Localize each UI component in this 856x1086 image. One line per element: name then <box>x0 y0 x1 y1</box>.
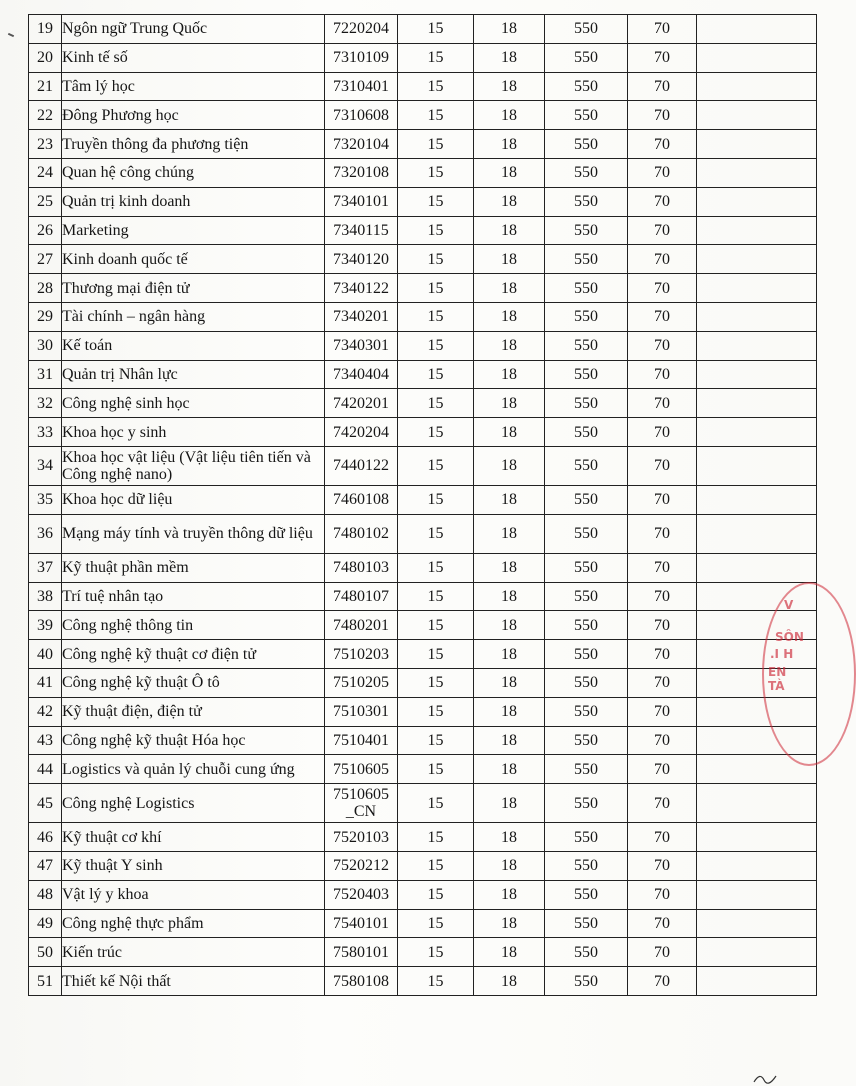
value-col-4: 70 <box>628 302 697 331</box>
value-col-3: 550 <box>545 909 628 938</box>
value-col-3: 550 <box>545 43 628 72</box>
program-name: Công nghệ kỹ thuật cơ điện tử <box>62 640 325 669</box>
table-row <box>29 216 817 245</box>
value-col-4: 70 <box>628 726 697 755</box>
program-name: Marketing <box>62 216 325 245</box>
value-col-4: 70 <box>628 15 697 44</box>
value-col-3: 550 <box>545 72 628 101</box>
row-number: 29 <box>29 302 62 331</box>
value-col-1: 15 <box>398 851 474 880</box>
program-name: Kinh tế số <box>62 43 325 72</box>
value-col-4: 70 <box>628 851 697 880</box>
value-col-4: 70 <box>628 640 697 669</box>
value-col-2: 18 <box>474 331 545 360</box>
program-code: 7520212 <box>325 851 398 880</box>
table-row <box>29 331 817 360</box>
value-col-3: 550 <box>545 582 628 611</box>
value-col-4: 70 <box>628 101 697 130</box>
empty-cell <box>697 43 817 72</box>
value-col-4: 70 <box>628 784 697 823</box>
program-name: Quản trị kinh doanh <box>62 187 325 216</box>
value-col-1: 15 <box>398 582 474 611</box>
value-col-1: 15 <box>398 72 474 101</box>
value-col-1: 15 <box>398 187 474 216</box>
empty-cell <box>697 485 817 514</box>
table-row <box>29 43 817 72</box>
empty-cell <box>697 880 817 909</box>
value-col-1: 15 <box>398 302 474 331</box>
program-code: 7510605 _CN <box>325 784 398 823</box>
value-col-1: 15 <box>398 755 474 784</box>
row-number: 37 <box>29 553 62 582</box>
table-row <box>29 697 817 726</box>
table-row <box>29 553 817 582</box>
value-col-2: 18 <box>474 880 545 909</box>
program-name: Khoa học vật liệu (Vật liệu tiên tiến và Công nghệ nano) <box>62 446 325 485</box>
row-number: 19 <box>29 15 62 44</box>
stamp-text-1: V <box>784 598 794 612</box>
value-col-3: 550 <box>545 823 628 852</box>
table-row <box>29 967 817 996</box>
row-number: 35 <box>29 485 62 514</box>
value-col-2: 18 <box>474 938 545 967</box>
value-col-3: 550 <box>545 668 628 697</box>
value-col-4: 70 <box>628 158 697 187</box>
table-row <box>29 851 817 880</box>
row-number: 26 <box>29 216 62 245</box>
value-col-2: 18 <box>474 726 545 755</box>
value-col-1: 15 <box>398 274 474 303</box>
value-col-4: 70 <box>628 331 697 360</box>
value-col-4: 70 <box>628 611 697 640</box>
value-col-3: 550 <box>545 158 628 187</box>
value-col-3: 550 <box>545 485 628 514</box>
stamp-text-2: SÔN <box>775 630 804 644</box>
value-col-3: 550 <box>545 640 628 669</box>
value-col-2: 18 <box>474 245 545 274</box>
row-number: 24 <box>29 158 62 187</box>
program-name: Tài chính – ngân hàng <box>62 302 325 331</box>
row-number: 42 <box>29 697 62 726</box>
program-name: Công nghệ thực phẩm <box>62 909 325 938</box>
value-col-2: 18 <box>474 851 545 880</box>
value-col-3: 550 <box>545 967 628 996</box>
table-row <box>29 755 817 784</box>
row-number: 21 <box>29 72 62 101</box>
program-code: 7340301 <box>325 331 398 360</box>
value-col-1: 15 <box>398 909 474 938</box>
empty-cell <box>697 274 817 303</box>
value-col-2: 18 <box>474 697 545 726</box>
table-body <box>29 15 817 996</box>
value-col-2: 18 <box>474 158 545 187</box>
value-col-4: 70 <box>628 553 697 582</box>
table-row <box>29 938 817 967</box>
program-name: Công nghệ sinh học <box>62 389 325 418</box>
value-col-3: 550 <box>545 360 628 389</box>
table-row <box>29 726 817 755</box>
admission-table <box>28 14 817 996</box>
table-row <box>29 485 817 514</box>
value-col-1: 15 <box>398 611 474 640</box>
program-name: Công nghệ thông tin <box>62 611 325 640</box>
value-col-3: 550 <box>545 880 628 909</box>
empty-cell <box>697 389 817 418</box>
table-row <box>29 582 817 611</box>
value-col-1: 15 <box>398 418 474 447</box>
empty-cell <box>697 418 817 447</box>
table-row <box>29 611 817 640</box>
stamp-text-3: .I H <box>770 647 794 661</box>
value-col-1: 15 <box>398 967 474 996</box>
row-number: 48 <box>29 880 62 909</box>
program-name: Thiết kế Nội thất <box>62 967 325 996</box>
value-col-4: 70 <box>628 909 697 938</box>
value-col-2: 18 <box>474 582 545 611</box>
value-col-3: 550 <box>545 514 628 553</box>
table-row <box>29 823 817 852</box>
table-row <box>29 101 817 130</box>
value-col-4: 70 <box>628 697 697 726</box>
program-name: Kỹ thuật phần mềm <box>62 553 325 582</box>
program-code: 7510301 <box>325 697 398 726</box>
value-col-1: 15 <box>398 15 474 44</box>
program-code: 7480107 <box>325 582 398 611</box>
value-col-3: 550 <box>545 851 628 880</box>
empty-cell <box>697 784 817 823</box>
table-row <box>29 130 817 159</box>
program-code: 7520403 <box>325 880 398 909</box>
value-col-4: 70 <box>628 967 697 996</box>
program-name: Khoa học dữ liệu <box>62 485 325 514</box>
row-number: 50 <box>29 938 62 967</box>
program-name: Đông Phương học <box>62 101 325 130</box>
value-col-2: 18 <box>474 360 545 389</box>
empty-cell <box>697 101 817 130</box>
program-name: Ngôn ngữ Trung Quốc <box>62 15 325 44</box>
value-col-3: 550 <box>545 938 628 967</box>
row-number: 40 <box>29 640 62 669</box>
empty-cell <box>697 938 817 967</box>
table-row <box>29 274 817 303</box>
empty-cell <box>697 15 817 44</box>
row-number: 31 <box>29 360 62 389</box>
stamp-text-4: EN TÀ <box>768 665 787 693</box>
value-col-2: 18 <box>474 187 545 216</box>
value-col-1: 15 <box>398 640 474 669</box>
value-col-4: 70 <box>628 389 697 418</box>
value-col-2: 18 <box>474 640 545 669</box>
value-col-2: 18 <box>474 553 545 582</box>
table-row <box>29 514 817 553</box>
table-row <box>29 909 817 938</box>
empty-cell <box>697 553 817 582</box>
row-number: 27 <box>29 245 62 274</box>
value-col-4: 70 <box>628 485 697 514</box>
value-col-1: 15 <box>398 938 474 967</box>
value-col-4: 70 <box>628 216 697 245</box>
table-row <box>29 418 817 447</box>
program-code: 7540101 <box>325 909 398 938</box>
value-col-3: 550 <box>545 389 628 418</box>
row-number: 49 <box>29 909 62 938</box>
program-code: 7510205 <box>325 668 398 697</box>
row-number: 28 <box>29 274 62 303</box>
value-col-2: 18 <box>474 823 545 852</box>
table-row <box>29 640 817 669</box>
empty-cell <box>697 909 817 938</box>
program-name: Thương mại điện tử <box>62 274 325 303</box>
value-col-3: 550 <box>545 446 628 485</box>
value-col-2: 18 <box>474 611 545 640</box>
value-col-4: 70 <box>628 938 697 967</box>
empty-cell <box>697 360 817 389</box>
value-col-2: 18 <box>474 485 545 514</box>
value-col-1: 15 <box>398 389 474 418</box>
program-code: 7480201 <box>325 611 398 640</box>
value-col-4: 70 <box>628 514 697 553</box>
value-col-3: 550 <box>545 418 628 447</box>
program-code: 7480103 <box>325 553 398 582</box>
value-col-1: 15 <box>398 216 474 245</box>
signature-mark <box>750 1070 790 1084</box>
value-col-2: 18 <box>474 302 545 331</box>
value-col-3: 550 <box>545 245 628 274</box>
value-col-2: 18 <box>474 130 545 159</box>
value-col-1: 15 <box>398 446 474 485</box>
value-col-4: 70 <box>628 43 697 72</box>
value-col-2: 18 <box>474 784 545 823</box>
value-col-4: 70 <box>628 187 697 216</box>
value-col-1: 15 <box>398 514 474 553</box>
value-col-4: 70 <box>628 668 697 697</box>
program-code: 7580108 <box>325 967 398 996</box>
row-number: 25 <box>29 187 62 216</box>
table-row <box>29 389 817 418</box>
program-name: Kiến trúc <box>62 938 325 967</box>
value-col-2: 18 <box>474 15 545 44</box>
empty-cell <box>697 245 817 274</box>
row-number: 43 <box>29 726 62 755</box>
value-col-1: 15 <box>398 130 474 159</box>
program-code: 7510401 <box>325 726 398 755</box>
empty-cell <box>697 130 817 159</box>
row-number: 23 <box>29 130 62 159</box>
program-code: 7420204 <box>325 418 398 447</box>
program-code: 7510605 <box>325 755 398 784</box>
program-code: 7480102 <box>325 514 398 553</box>
program-name: Kế toán <box>62 331 325 360</box>
value-col-4: 70 <box>628 446 697 485</box>
program-code: 7320108 <box>325 158 398 187</box>
value-col-1: 15 <box>398 726 474 755</box>
value-col-3: 550 <box>545 726 628 755</box>
program-code: 7510203 <box>325 640 398 669</box>
program-code: 7340115 <box>325 216 398 245</box>
row-number: 41 <box>29 668 62 697</box>
program-code: 7440122 <box>325 446 398 485</box>
row-number: 32 <box>29 389 62 418</box>
value-col-1: 15 <box>398 245 474 274</box>
value-col-1: 15 <box>398 360 474 389</box>
program-name: Kinh doanh quốc tế <box>62 245 325 274</box>
value-col-3: 550 <box>545 216 628 245</box>
value-col-4: 70 <box>628 245 697 274</box>
value-col-1: 15 <box>398 331 474 360</box>
value-col-1: 15 <box>398 668 474 697</box>
value-col-3: 550 <box>545 331 628 360</box>
program-code: 7340101 <box>325 187 398 216</box>
empty-cell <box>697 216 817 245</box>
row-number: 36 <box>29 514 62 553</box>
empty-cell <box>697 72 817 101</box>
value-col-2: 18 <box>474 967 545 996</box>
value-col-4: 70 <box>628 274 697 303</box>
row-number: 20 <box>29 43 62 72</box>
program-code: 7310608 <box>325 101 398 130</box>
program-name: Kỹ thuật cơ khí <box>62 823 325 852</box>
row-number: 44 <box>29 755 62 784</box>
program-name: Công nghệ Logistics <box>62 784 325 823</box>
value-col-4: 70 <box>628 755 697 784</box>
table-row <box>29 668 817 697</box>
program-code: 7420201 <box>325 389 398 418</box>
program-code: 7340120 <box>325 245 398 274</box>
value-col-3: 550 <box>545 755 628 784</box>
value-col-2: 18 <box>474 755 545 784</box>
table-row <box>29 446 817 485</box>
value-col-1: 15 <box>398 823 474 852</box>
value-col-1: 15 <box>398 784 474 823</box>
empty-cell <box>697 851 817 880</box>
table-row <box>29 15 817 44</box>
value-col-4: 70 <box>628 823 697 852</box>
value-col-2: 18 <box>474 389 545 418</box>
value-col-1: 15 <box>398 485 474 514</box>
value-col-1: 15 <box>398 158 474 187</box>
program-name: Mạng máy tính và truyền thông dữ liệu <box>62 514 325 553</box>
row-number: 39 <box>29 611 62 640</box>
table-row <box>29 360 817 389</box>
value-col-3: 550 <box>545 697 628 726</box>
empty-cell <box>697 514 817 553</box>
table-row <box>29 302 817 331</box>
program-name: Khoa học y sinh <box>62 418 325 447</box>
value-col-1: 15 <box>398 553 474 582</box>
value-col-2: 18 <box>474 43 545 72</box>
program-code: 7310109 <box>325 43 398 72</box>
table-row <box>29 245 817 274</box>
empty-cell <box>697 967 817 996</box>
program-name: Kỹ thuật Y sinh <box>62 851 325 880</box>
program-name: Công nghệ kỹ thuật Hóa học <box>62 726 325 755</box>
program-code: 7220204 <box>325 15 398 44</box>
value-col-4: 70 <box>628 72 697 101</box>
value-col-3: 550 <box>545 187 628 216</box>
table-row <box>29 158 817 187</box>
row-number: 34 <box>29 446 62 485</box>
program-code: 7460108 <box>325 485 398 514</box>
empty-cell <box>697 158 817 187</box>
value-col-2: 18 <box>474 101 545 130</box>
value-col-4: 70 <box>628 360 697 389</box>
row-number: 22 <box>29 101 62 130</box>
row-number: 47 <box>29 851 62 880</box>
value-col-2: 18 <box>474 274 545 303</box>
value-col-3: 550 <box>545 101 628 130</box>
value-col-2: 18 <box>474 909 545 938</box>
program-name: Truyền thông đa phương tiện <box>62 130 325 159</box>
program-code: 7310401 <box>325 72 398 101</box>
value-col-1: 15 <box>398 43 474 72</box>
empty-cell <box>697 331 817 360</box>
row-number: 38 <box>29 582 62 611</box>
table-row <box>29 187 817 216</box>
value-col-2: 18 <box>474 216 545 245</box>
program-code: 7520103 <box>325 823 398 852</box>
value-col-2: 18 <box>474 446 545 485</box>
value-col-2: 18 <box>474 72 545 101</box>
value-col-1: 15 <box>398 880 474 909</box>
value-col-3: 550 <box>545 274 628 303</box>
value-col-4: 70 <box>628 130 697 159</box>
value-col-3: 550 <box>545 302 628 331</box>
row-number: 51 <box>29 967 62 996</box>
value-col-2: 18 <box>474 418 545 447</box>
program-code: 7340201 <box>325 302 398 331</box>
value-col-3: 550 <box>545 553 628 582</box>
value-col-2: 18 <box>474 668 545 697</box>
row-number: 45 <box>29 784 62 823</box>
program-name: Logistics và quản lý chuỗi cung ứng <box>62 755 325 784</box>
value-col-3: 550 <box>545 15 628 44</box>
value-col-3: 550 <box>545 611 628 640</box>
value-col-3: 550 <box>545 784 628 823</box>
program-name: Tâm lý học <box>62 72 325 101</box>
table-row <box>29 880 817 909</box>
table-row <box>29 72 817 101</box>
program-code: 7580101 <box>325 938 398 967</box>
value-col-1: 15 <box>398 697 474 726</box>
table-row <box>29 784 817 823</box>
program-name: Trí tuệ nhân tạo <box>62 582 325 611</box>
value-col-4: 70 <box>628 418 697 447</box>
value-col-3: 550 <box>545 130 628 159</box>
empty-cell <box>697 187 817 216</box>
scan-mark <box>8 33 14 37</box>
program-code: 7340122 <box>325 274 398 303</box>
value-col-4: 70 <box>628 582 697 611</box>
program-name: Công nghệ kỹ thuật Ô tô <box>62 668 325 697</box>
value-col-1: 15 <box>398 101 474 130</box>
row-number: 30 <box>29 331 62 360</box>
value-col-4: 70 <box>628 880 697 909</box>
program-name: Quan hệ công chúng <box>62 158 325 187</box>
program-code: 7320104 <box>325 130 398 159</box>
row-number: 46 <box>29 823 62 852</box>
empty-cell <box>697 302 817 331</box>
program-name: Vật lý y khoa <box>62 880 325 909</box>
row-number: 33 <box>29 418 62 447</box>
program-name: Kỹ thuật điện, điện tử <box>62 697 325 726</box>
empty-cell <box>697 823 817 852</box>
empty-cell <box>697 446 817 485</box>
program-code: 7340404 <box>325 360 398 389</box>
value-col-2: 18 <box>474 514 545 553</box>
program-name: Quản trị Nhân lực <box>62 360 325 389</box>
